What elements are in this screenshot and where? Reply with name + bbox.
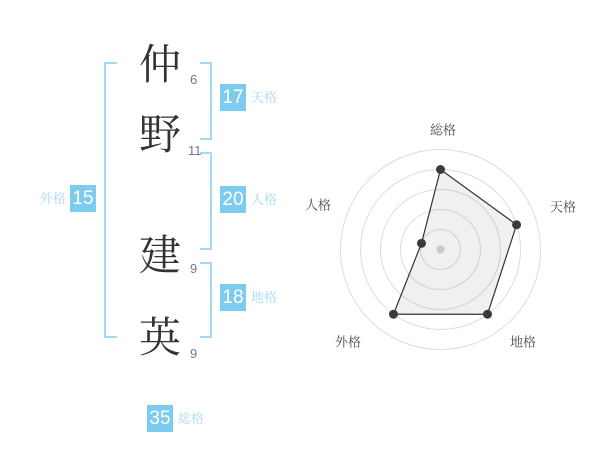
- gaikaku-value-badge: 15: [70, 185, 96, 212]
- name-char: 英: [138, 314, 181, 361]
- radar-label-soukaku: 総格: [429, 122, 457, 138]
- bracket-gaikaku-full-name: [104, 62, 117, 338]
- name-char: 建: [138, 232, 181, 279]
- radar-label-gaikaku: 外格: [334, 334, 362, 350]
- radar-svg: [320, 110, 560, 370]
- soukaku-label: 総格: [178, 411, 205, 426]
- stroke-count: 9: [190, 346, 198, 361]
- jinkaku-label: 人格: [251, 192, 278, 207]
- soukaku-value-badge: 35: [147, 405, 173, 432]
- fortune-radar-chart: [320, 110, 560, 370]
- jinkaku-value-badge: 20: [220, 186, 246, 213]
- gaikaku-label: 外格: [39, 191, 66, 206]
- radar-label-tenkaku: 天格: [549, 199, 577, 215]
- radar-label-jinkaku: 人格: [304, 197, 332, 213]
- stroke-count: 11: [188, 143, 202, 158]
- radar-label-chikaku: 地格: [509, 334, 537, 350]
- bracket-jinkaku: [200, 152, 212, 250]
- bracket-tenkaku: [200, 62, 212, 140]
- tenkaku-value-badge: 17: [220, 84, 246, 111]
- bracket-chikaku: [200, 262, 212, 338]
- stroke-count: 9: [190, 261, 198, 276]
- name-char: 野: [138, 111, 181, 158]
- chikaku-value-badge: 18: [220, 284, 246, 311]
- tenkaku-label: 天格: [251, 90, 278, 105]
- stroke-count: 6: [190, 72, 198, 87]
- chikaku-label: 地格: [251, 290, 278, 305]
- name-char: 仲: [138, 41, 181, 88]
